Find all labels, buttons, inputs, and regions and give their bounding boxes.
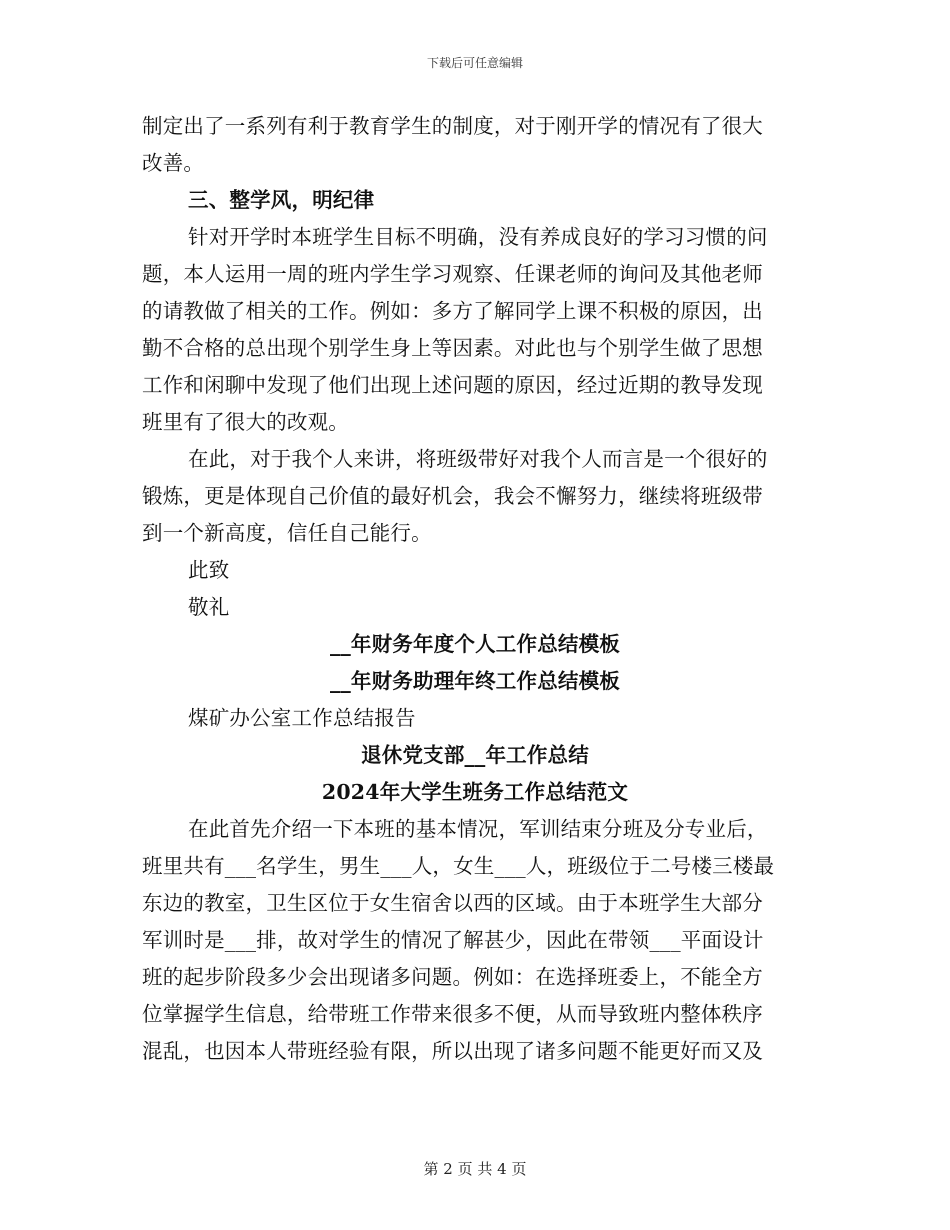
body-line: 针对开学时本班学生目标不明确，没有养成良好的学习习惯的问 — [188, 225, 768, 249]
page-footer: 第 2 页 共 4 页 — [423, 1160, 527, 1178]
body-line: 在此，对于我个人来讲，将班级带好对我个人而言是一个很好的 — [188, 447, 768, 471]
body-line: 班里有了很大的改观。 — [142, 410, 349, 434]
body-line: 位掌握学生信息，给带班工作带来很多不便，从而导致班内整体秩序 — [142, 1002, 763, 1026]
page-header: 下载后可任意编辑 — [426, 56, 523, 70]
body-line: 东边的教室，卫生区位于女生宿舍以西的区域。由于本班学生大部分 — [142, 891, 763, 915]
document-body — [142, 108, 808, 1070]
body-line: 制定出了一系列有利于教育学生的制度，对于刚开学的情况有了很大 — [142, 114, 763, 138]
closing-salutation: 敬礼 — [188, 595, 230, 619]
related-title-link[interactable]: 煤矿办公室工作总结报告 — [188, 706, 416, 730]
body-line: 工作和闲聊中发现了他们出现上述问题的原因，经过近期的教导发现 — [142, 373, 763, 397]
related-title-link[interactable]: 退休党支部__年工作总结 — [361, 743, 589, 767]
closing-salutation: 此致 — [188, 558, 230, 582]
body-line: 到一个新高度，信任自己能行。 — [142, 521, 432, 545]
body-line: 的请教做了相关的工作。例如：多方了解同学上课不积极的原因，出 — [142, 299, 763, 323]
related-title-link[interactable]: __年财务助理年终工作总结模板 — [330, 669, 620, 693]
body-line: 锻炼，更是体现自己价值的最好机会，我会不懈努力，继续将班级带 — [142, 484, 763, 508]
body-line: 军训时是___排，故对学生的情况了解甚少，因此在带领___平面设计 — [142, 928, 764, 952]
section-heading: 三、整学风，明纪律 — [188, 188, 375, 212]
body-line: 在此首先介绍一下本班的基本情况，军训结束分班及分专业后， — [188, 817, 768, 841]
body-line: 混乱，也因本人带班经验有限，所以出现了诸多问题不能更好而又及 — [142, 1039, 763, 1063]
article-title: 2024年大学生班务工作总结范文 — [321, 780, 629, 804]
body-line: 班的起步阶段多少会出现诸多问题。例如：在选择班委上，不能全方 — [142, 965, 763, 989]
body-line: 班里共有___名学生，男生___人，女生___人，班级位于二号楼三楼最 — [142, 854, 775, 878]
body-line: 改善。 — [142, 151, 205, 175]
related-title-link[interactable]: __年财务年度个人工作总结模板 — [330, 632, 620, 656]
body-line: 勤不合格的总出现个别学生身上等因素。对此也与个别学生做了思想 — [142, 336, 763, 360]
body-line: 题，本人运用一周的班内学生学习观察、任课老师的询问及其他老师 — [142, 262, 763, 286]
